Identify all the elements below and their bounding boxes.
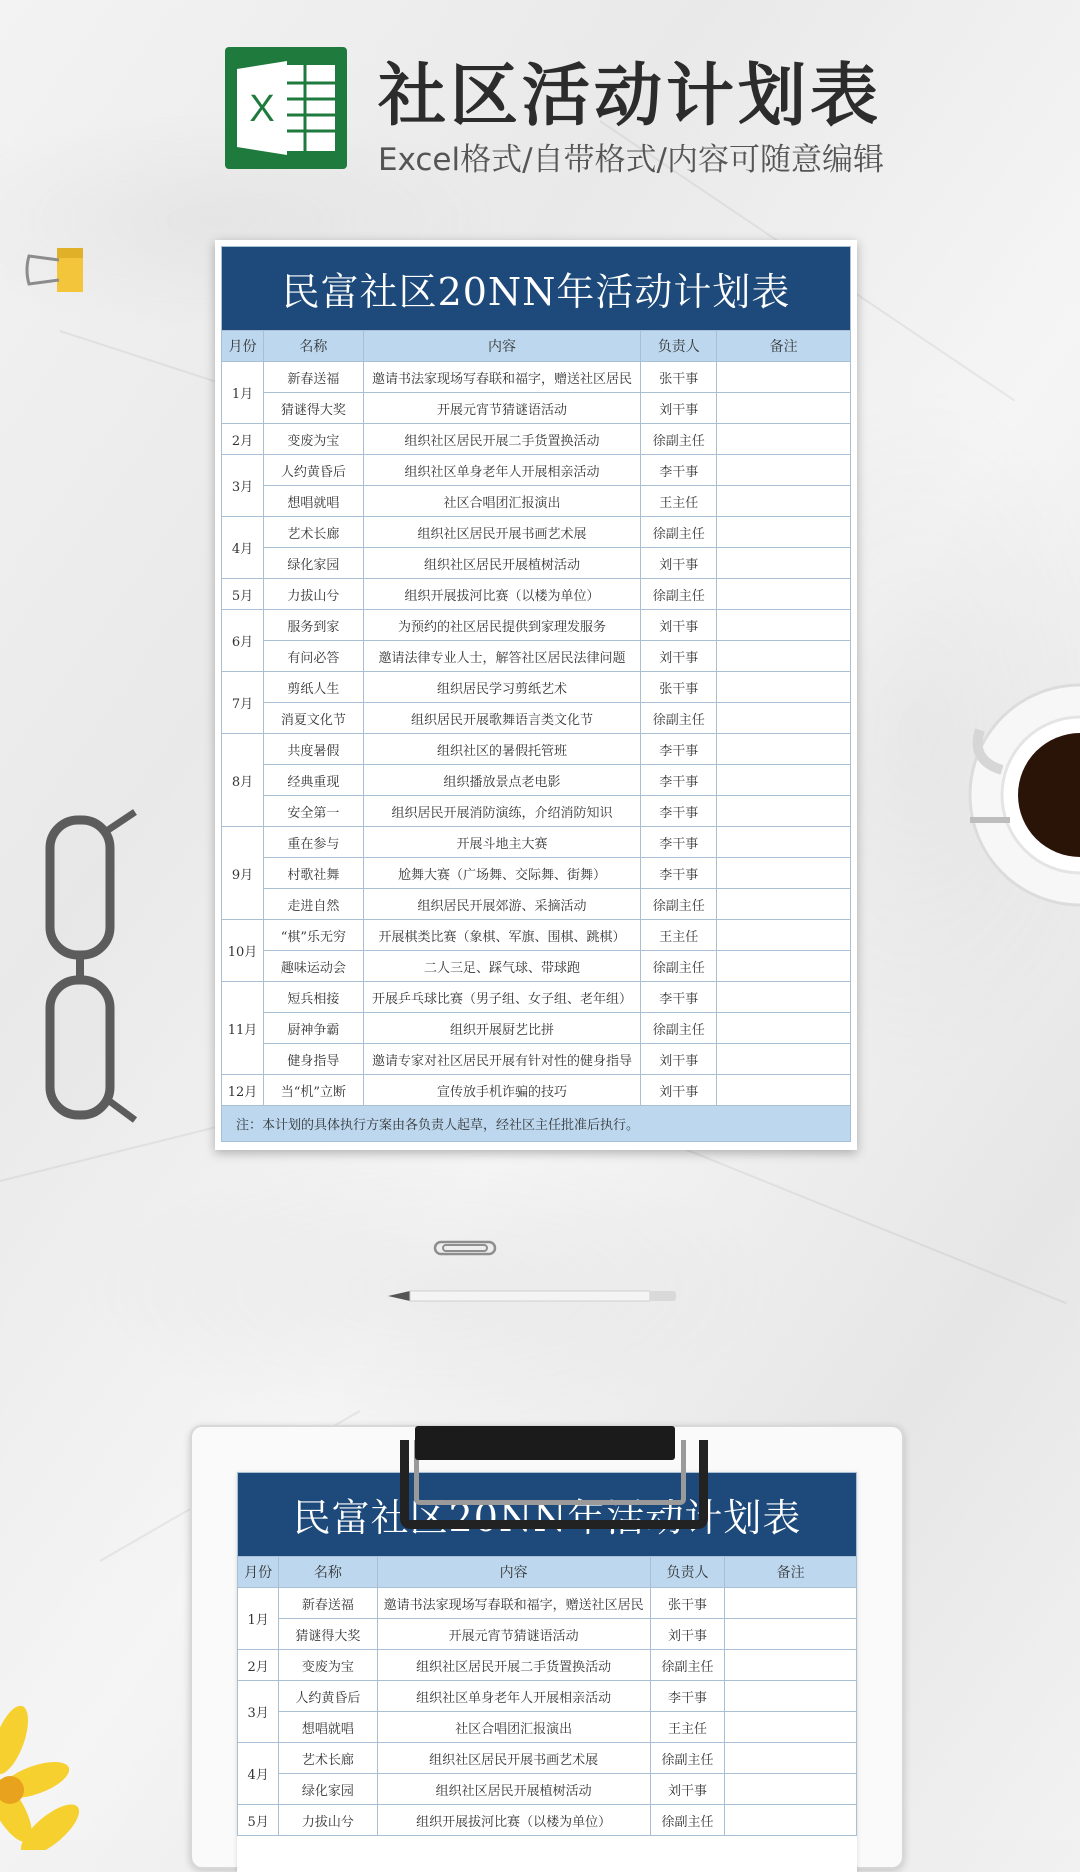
activity-content-cell: 开展元宵节猜谜语活动 [377,1619,650,1650]
activity-content-cell: 邀请书法家现场写春联和福字，赠送社区居民 [377,1588,650,1619]
col-header-owner: 负责人 [641,331,717,362]
activity-content-cell: 组织居民学习剪纸艺术 [363,672,641,703]
activity-content-cell: 组织居民开展郊游、采摘活动 [363,889,641,920]
month-cell: 10月 [222,920,264,982]
table-row [222,703,851,734]
table-row [222,1013,851,1044]
activity-name-cell: 人约黄昏后 [263,455,363,486]
activity-name-cell: 趣味运动会 [263,951,363,982]
activity-name-cell: 新春送福 [279,1588,377,1619]
activity-name-cell: 安全第一 [263,796,363,827]
month-cell: 7月 [222,672,264,734]
remark-cell [717,610,851,641]
month-cell: 6月 [222,610,264,672]
remark-cell [725,1681,857,1712]
table-row [222,486,851,517]
remark-cell [717,672,851,703]
table-note-row [222,1106,851,1142]
remark-cell [725,1619,857,1650]
col-header-name: 名称 [279,1557,377,1588]
owner-cell: 李干事 [641,796,717,827]
activity-content-cell: 为预约的社区居民提供到家理发服务 [363,610,641,641]
remark-cell [717,455,851,486]
activity-content-cell: 组织播放景点老电影 [363,765,641,796]
activity-name-cell: 剪纸人生 [263,672,363,703]
table-row [222,672,851,703]
table-row [238,1681,857,1712]
remark-cell [717,1044,851,1075]
remark-cell [725,1712,857,1743]
table-header-row [222,331,851,362]
owner-cell: 刘干事 [641,641,717,672]
table-row [222,362,851,393]
table-row [238,1774,857,1805]
activity-name-cell: 力拔山兮 [263,579,363,610]
remark-cell [717,1075,851,1106]
month-cell: 3月 [238,1681,279,1743]
pencil-icon [388,1290,678,1302]
table-header-row [238,1557,857,1588]
activity-name-cell: 变废为宝 [279,1650,377,1681]
owner-cell: 李干事 [641,765,717,796]
coffee-cup-icon [950,670,1080,920]
owner-cell: 徐副主任 [641,1013,717,1044]
clipboard-sheet [237,1472,857,1872]
remark-cell [717,858,851,889]
activity-name-cell: 艺术长廊 [279,1743,377,1774]
page-title: 社区活动计划表 [378,57,883,136]
remark-cell [717,734,851,765]
remark-cell [717,548,851,579]
owner-cell: 刘干事 [641,1075,717,1106]
table-row [222,393,851,424]
month-cell: 2月 [222,424,264,455]
activity-name-cell: 新春送福 [263,362,363,393]
remark-cell [717,393,851,424]
table-row [222,579,851,610]
activity-name-cell: 艺术长廊 [263,517,363,548]
activity-content-cell: 宣传放手机诈骗的技巧 [363,1075,641,1106]
table-row [222,920,851,951]
month-cell: 1月 [238,1588,279,1650]
activity-content-cell: 组织开展拔河比赛（以楼为单位） [363,579,641,610]
owner-cell: 刘干事 [650,1619,725,1650]
owner-cell: 王主任 [650,1712,725,1743]
activity-content-cell: 开展棋类比赛（象棋、军旗、围棋、跳棋） [363,920,641,951]
owner-cell: 徐副主任 [641,517,717,548]
activity-name-cell: 重在参与 [263,827,363,858]
table-title: 民富社区20NN年活动计划表 [238,1473,857,1557]
month-cell: 1月 [222,362,264,424]
activity-content-cell: 组织社区居民开展植树活动 [363,548,641,579]
month-cell: 8月 [222,734,264,827]
remark-cell [717,1013,851,1044]
month-cell: 2月 [238,1650,279,1681]
owner-cell: 李干事 [650,1681,725,1712]
remark-cell [717,827,851,858]
binder-clip-icon [25,246,85,294]
activity-content-cell: 组织社区单身老年人开展相亲活动 [363,455,641,486]
activity-name-cell: 绿化家园 [263,548,363,579]
activity-content-cell: 组织社区单身老年人开展相亲活动 [377,1681,650,1712]
month-cell: 5月 [238,1805,279,1836]
activity-content-cell: 组织开展拔河比赛（以楼为单位） [377,1805,650,1836]
paperclip-icon [433,1240,497,1256]
activity-name-cell: “棋”乐无穷 [263,920,363,951]
remark-cell [725,1588,857,1619]
activity-name-cell: 健身指导 [263,1044,363,1075]
col-header-remark: 备注 [717,331,851,362]
activity-content-cell: 组织社区居民开展二手货置换活动 [363,424,641,455]
owner-cell: 徐副主任 [641,951,717,982]
month-cell: 12月 [222,1075,264,1106]
table-row [222,1044,851,1075]
col-header-content: 内容 [377,1557,650,1588]
excel-logo-letter: X [249,88,275,130]
activity-content-cell: 组织社区的暑假托管班 [363,734,641,765]
remark-cell [717,982,851,1013]
remark-cell [717,486,851,517]
excel-logo-icon [225,47,347,169]
month-cell: 4月 [238,1743,279,1805]
activity-content-cell: 社区合唱团汇报演出 [377,1712,650,1743]
activity-content-cell: 组织居民开展歌舞语言类文化节 [363,703,641,734]
activity-name-cell: 共度暑假 [263,734,363,765]
remark-cell [717,889,851,920]
table-row [222,796,851,827]
activity-content-cell: 社区合唱团汇报演出 [363,486,641,517]
activity-content-cell: 开展元宵节猜谜语活动 [363,393,641,424]
remark-cell [725,1743,857,1774]
remark-cell [717,796,851,827]
activity-name-cell: 村歌社舞 [263,858,363,889]
table-row [222,734,851,765]
activity-name-cell: 力拔山兮 [279,1805,377,1836]
remark-cell [717,920,851,951]
month-cell: 11月 [222,982,264,1075]
activity-name-cell: 短兵相接 [263,982,363,1013]
month-cell: 5月 [222,579,264,610]
owner-cell: 徐副主任 [650,1650,725,1681]
activity-name-cell: 有问必答 [263,641,363,672]
owner-cell: 徐副主任 [641,889,717,920]
activity-name-cell: 走进自然 [263,889,363,920]
remark-cell [725,1774,857,1805]
table-row [222,982,851,1013]
activity-content-cell: 邀请专家对社区居民开展有针对性的健身指导 [363,1044,641,1075]
activity-name-cell: 服务到家 [263,610,363,641]
owner-cell: 徐副主任 [641,424,717,455]
clipboard-clip-bar [415,1426,675,1460]
owner-cell: 刘干事 [641,393,717,424]
table-title: 民富社区20NN年活动计划表 [222,247,851,331]
remark-cell [717,641,851,672]
owner-cell: 徐副主任 [641,579,717,610]
activity-content-cell: 二人三足、踩气球、带球跑 [363,951,641,982]
table-row [222,455,851,486]
table-row [222,610,851,641]
table-row [222,889,851,920]
activity-content-cell: 组织社区居民开展书画艺术展 [377,1743,650,1774]
month-cell: 9月 [222,827,264,920]
activity-content-cell: 组织社区居民开展书画艺术展 [363,517,641,548]
remark-cell [717,579,851,610]
col-header-owner: 负责人 [650,1557,725,1588]
table-row [222,765,851,796]
activity-content-cell: 组织居民开展消防演练，介绍消防知识 [363,796,641,827]
table-row [222,548,851,579]
owner-cell: 张干事 [641,672,717,703]
table-row [238,1805,857,1836]
table-row [238,1588,857,1619]
flower-icon [0,1700,90,1850]
activity-content-cell: 开展斗地主大赛 [363,827,641,858]
table-row [222,951,851,982]
activity-content-cell: 组织社区居民开展二手货置换活动 [377,1650,650,1681]
owner-cell: 刘干事 [650,1774,725,1805]
activity-name-cell: 人约黄昏后 [279,1681,377,1712]
table-row [238,1619,857,1650]
remark-cell [717,517,851,548]
remark-cell [725,1650,857,1681]
activity-content-cell: 邀请法律专业人士，解答社区居民法律问题 [363,641,641,672]
activity-content-cell: 组织开展厨艺比拼 [363,1013,641,1044]
owner-cell: 王主任 [641,486,717,517]
owner-cell: 徐副主任 [641,703,717,734]
month-cell: 4月 [222,517,264,579]
owner-cell: 张干事 [641,362,717,393]
owner-cell: 李干事 [641,827,717,858]
plan-table [221,246,851,1142]
owner-cell: 张干事 [650,1588,725,1619]
activity-name-cell: 猜谜得大奖 [279,1619,377,1650]
owner-cell: 刘干事 [641,1044,717,1075]
table-row [222,1075,851,1106]
activity-name-cell: 消夏文化节 [263,703,363,734]
remark-cell [717,765,851,796]
table-row [222,424,851,455]
activity-name-cell: 变废为宝 [263,424,363,455]
activity-name-cell: 想唱就唱 [263,486,363,517]
remark-cell [725,1805,857,1836]
activity-content-cell: 开展乒乓球比赛（男子组、女子组、老年组） [363,982,641,1013]
owner-cell: 李干事 [641,858,717,889]
remark-cell [717,362,851,393]
col-header-month: 月份 [238,1557,279,1588]
activity-name-cell: 绿化家园 [279,1774,377,1805]
plan-table-wrap [221,246,851,1142]
activity-content-cell: 尬舞大赛（广场舞、交际舞、街舞） [363,858,641,889]
table-row [222,641,851,672]
owner-cell: 李干事 [641,455,717,486]
owner-cell: 李干事 [641,734,717,765]
table-note: 注：本计划的具体执行方案由各负责人起草，经社区主任批准后执行。 [222,1106,851,1142]
col-header-month: 月份 [222,331,264,362]
month-cell: 3月 [222,455,264,517]
activity-name-cell: 猜谜得大奖 [263,393,363,424]
glasses-icon [40,800,140,1130]
col-header-name: 名称 [263,331,363,362]
table-row [222,858,851,889]
owner-cell: 刘干事 [641,548,717,579]
owner-cell: 徐副主任 [650,1805,725,1836]
owner-cell: 李干事 [641,982,717,1013]
table-row [238,1743,857,1774]
owner-cell: 刘干事 [641,610,717,641]
activity-content-cell: 邀请书法家现场写春联和福字，赠送社区居民 [363,362,641,393]
page-subtitle: Excel格式/自带格式/内容可随意编辑 [378,142,885,178]
owner-cell: 徐副主任 [650,1743,725,1774]
activity-name-cell: 经典重现 [263,765,363,796]
table-row [238,1712,857,1743]
activity-name-cell: 厨神争霸 [263,1013,363,1044]
remark-cell [717,703,851,734]
activity-name-cell: 当“机”立断 [263,1075,363,1106]
activity-content-cell: 组织社区居民开展植树活动 [377,1774,650,1805]
table-row [222,517,851,548]
table-title-row [222,247,851,331]
remark-cell [717,951,851,982]
activity-name-cell: 想唱就唱 [279,1712,377,1743]
col-header-content: 内容 [363,331,641,362]
table-row [238,1650,857,1681]
col-header-remark: 备注 [725,1557,857,1588]
table-row [222,827,851,858]
remark-cell [717,424,851,455]
owner-cell: 王主任 [641,920,717,951]
plan-sheet [215,240,857,1150]
